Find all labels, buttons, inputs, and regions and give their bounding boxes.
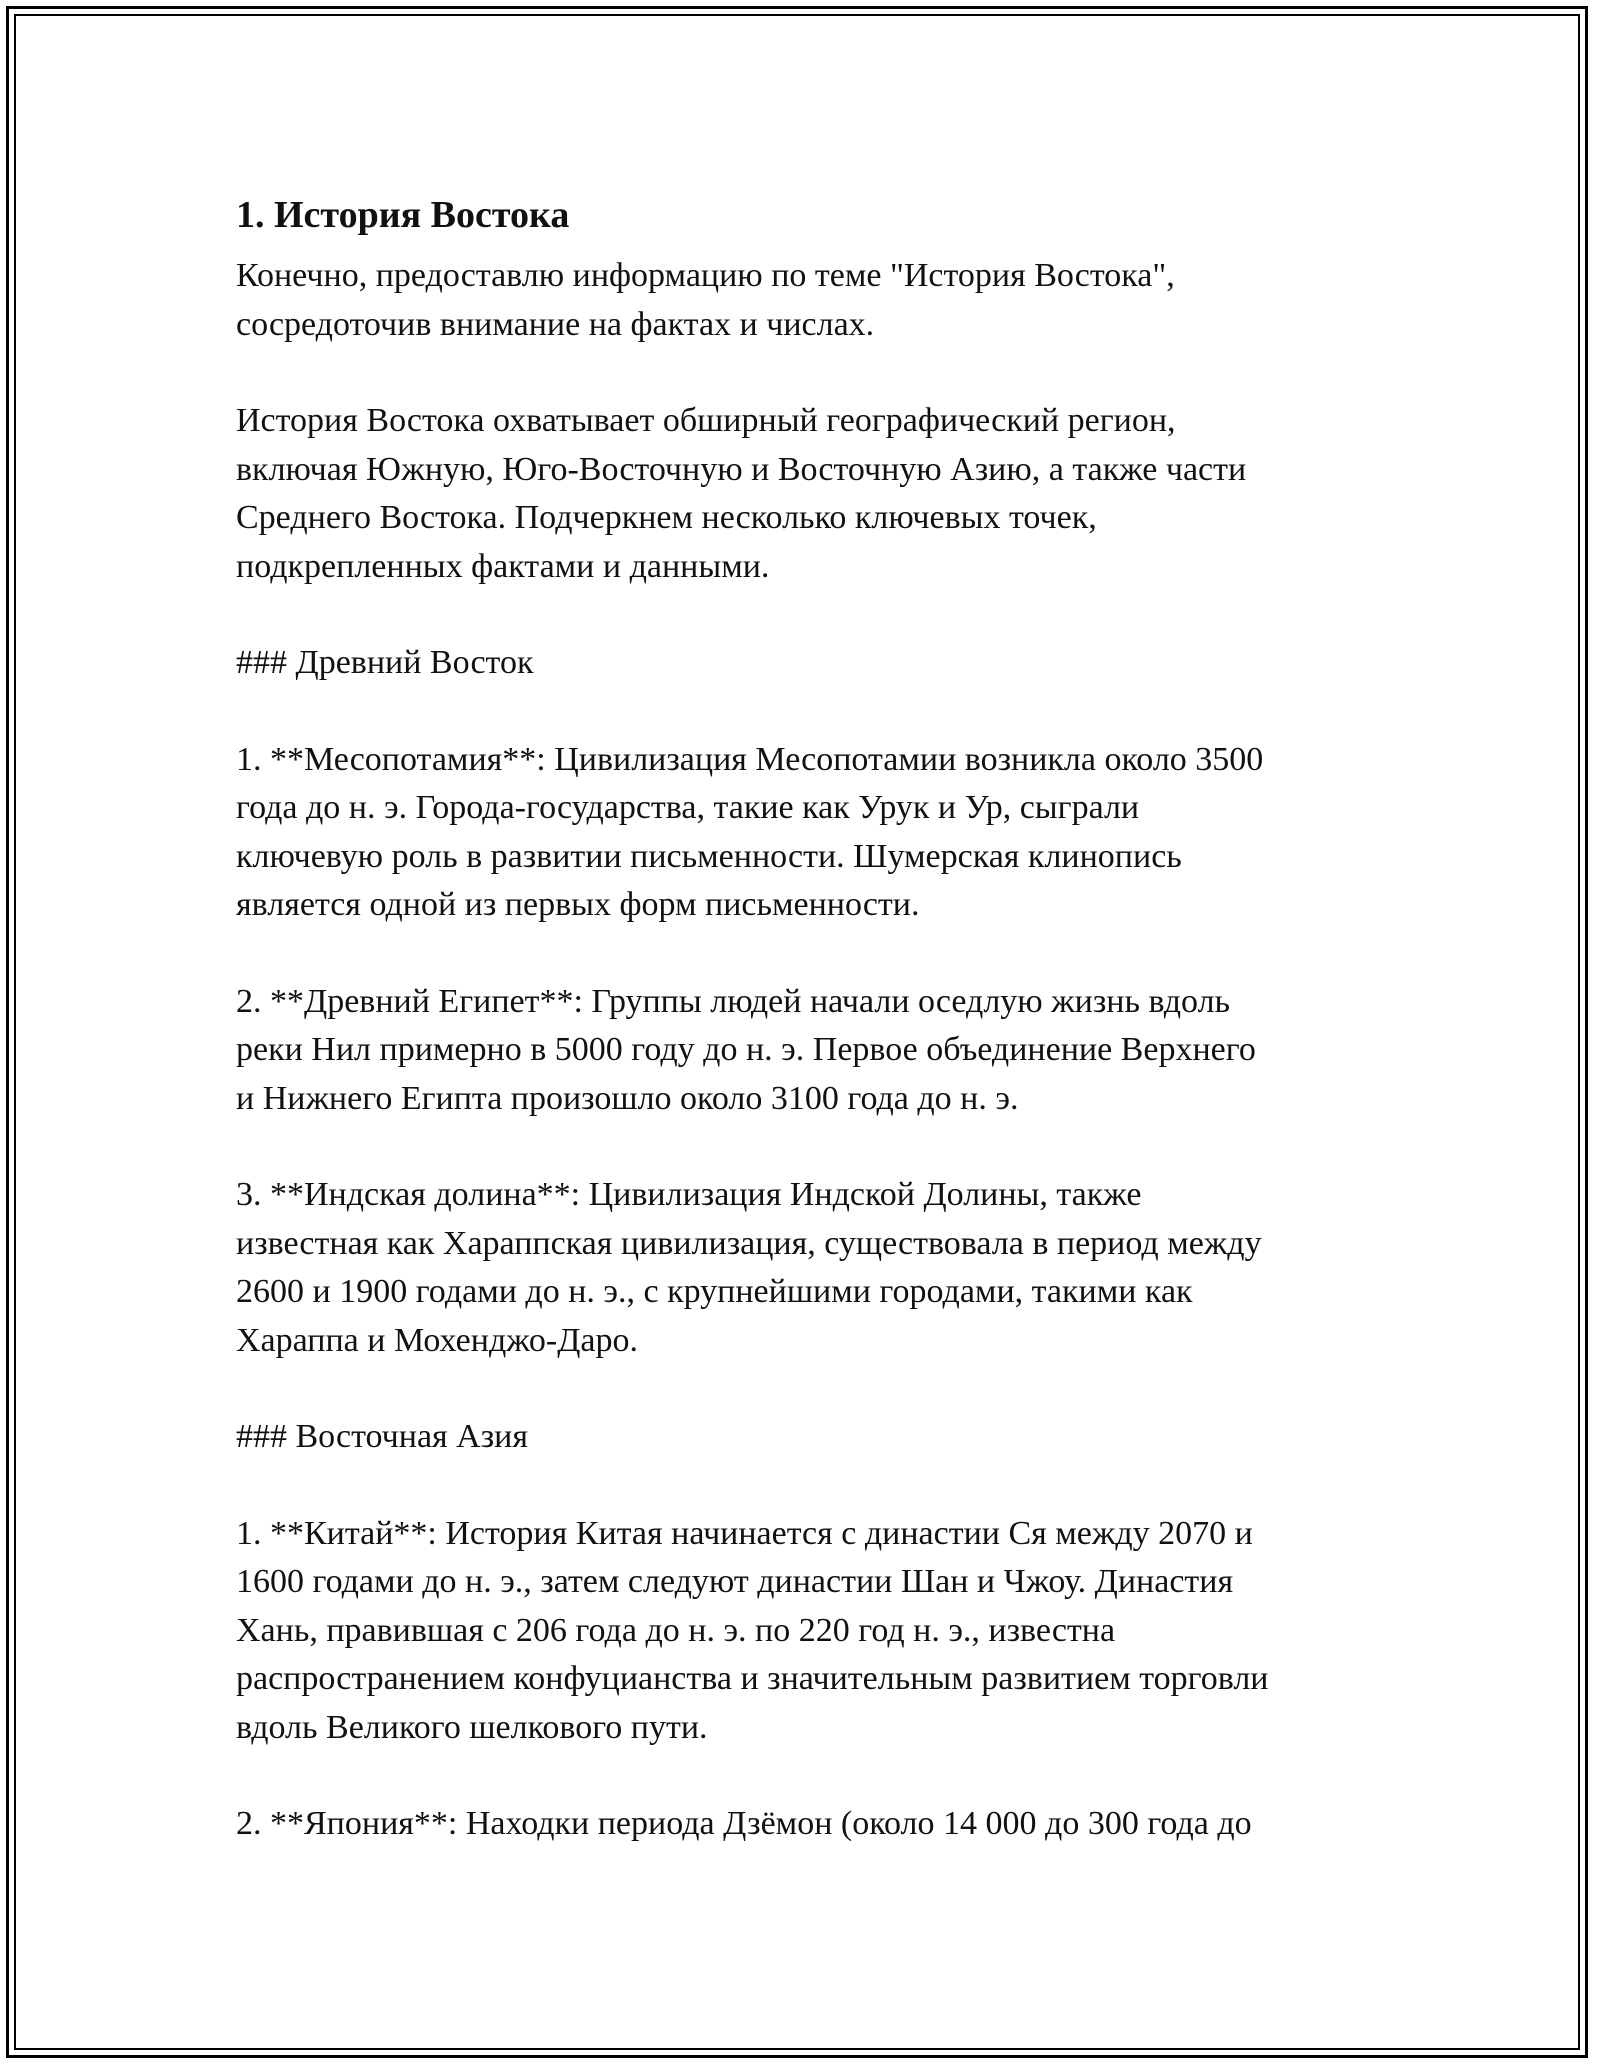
list-item-ancient-egypt: 2. **Древний Египет**: Группы людей начали оседлую жизнь вдоль реки Нил примерно в 5000 году до н. э. Первое объединение Верхнего и Нижнего Египта произошло около 3100 года до н. э. — [236, 982, 1256, 1117]
intro-paragraph: Конечно, предоставлю информацию по теме "История Востока", сосредоточив внимание на фактах и числах. — [236, 257, 1175, 343]
list-item-japan: 2. **Япония**: Находки периода Дзёмон (около 14 000 до 300 года до — [236, 1805, 1252, 1842]
document-body — [236, 178, 1366, 1849]
list-item-indus-valley: 3. **Индская долина**: Цивилизация Индской Долины, также известная как Хараппская цивилизация, существовала в период между 2600 и 1900 годами до н. э., с крупнейшими городами, такими как Хараппа и Мохенджо-Даро. — [236, 1176, 1262, 1359]
section-heading-ancient-east: ### Древний Восток — [236, 644, 534, 681]
section-heading-east-asia: ### Восточная Азия — [236, 1418, 528, 1455]
overview-paragraph: История Востока охватывает обширный географический регион, включая Южную, Юго-Восточную и Восточную Азию, а также части Среднего Востока. Подчеркнем несколько ключевых точек, подкрепленных фактами и данными. — [236, 402, 1247, 585]
list-item-china: 1. **Китай**: История Китая начинается с династии Ся между 2070 и 1600 годами до н. э., затем следуют династии Шан и Чжоу. Династия Хань, правившая с 206 года до н. э. по 220 год н. э., известна распространением конфуцианства и значительным развитием торговли вдоль Великого шелкового пути. — [236, 1514, 1269, 1746]
document-title: 1. История Востока — [236, 194, 570, 236]
list-item-mesopotamia: 1. **Месопотамия**: Цивилизация Месопотамии возникла около 3500 года до н. э. Города-государства, такие как Урук и Ур, сыграли ключевую роль в развитии письменности. Шумерская клинопись является одной из первых форм письменности. — [236, 740, 1264, 923]
